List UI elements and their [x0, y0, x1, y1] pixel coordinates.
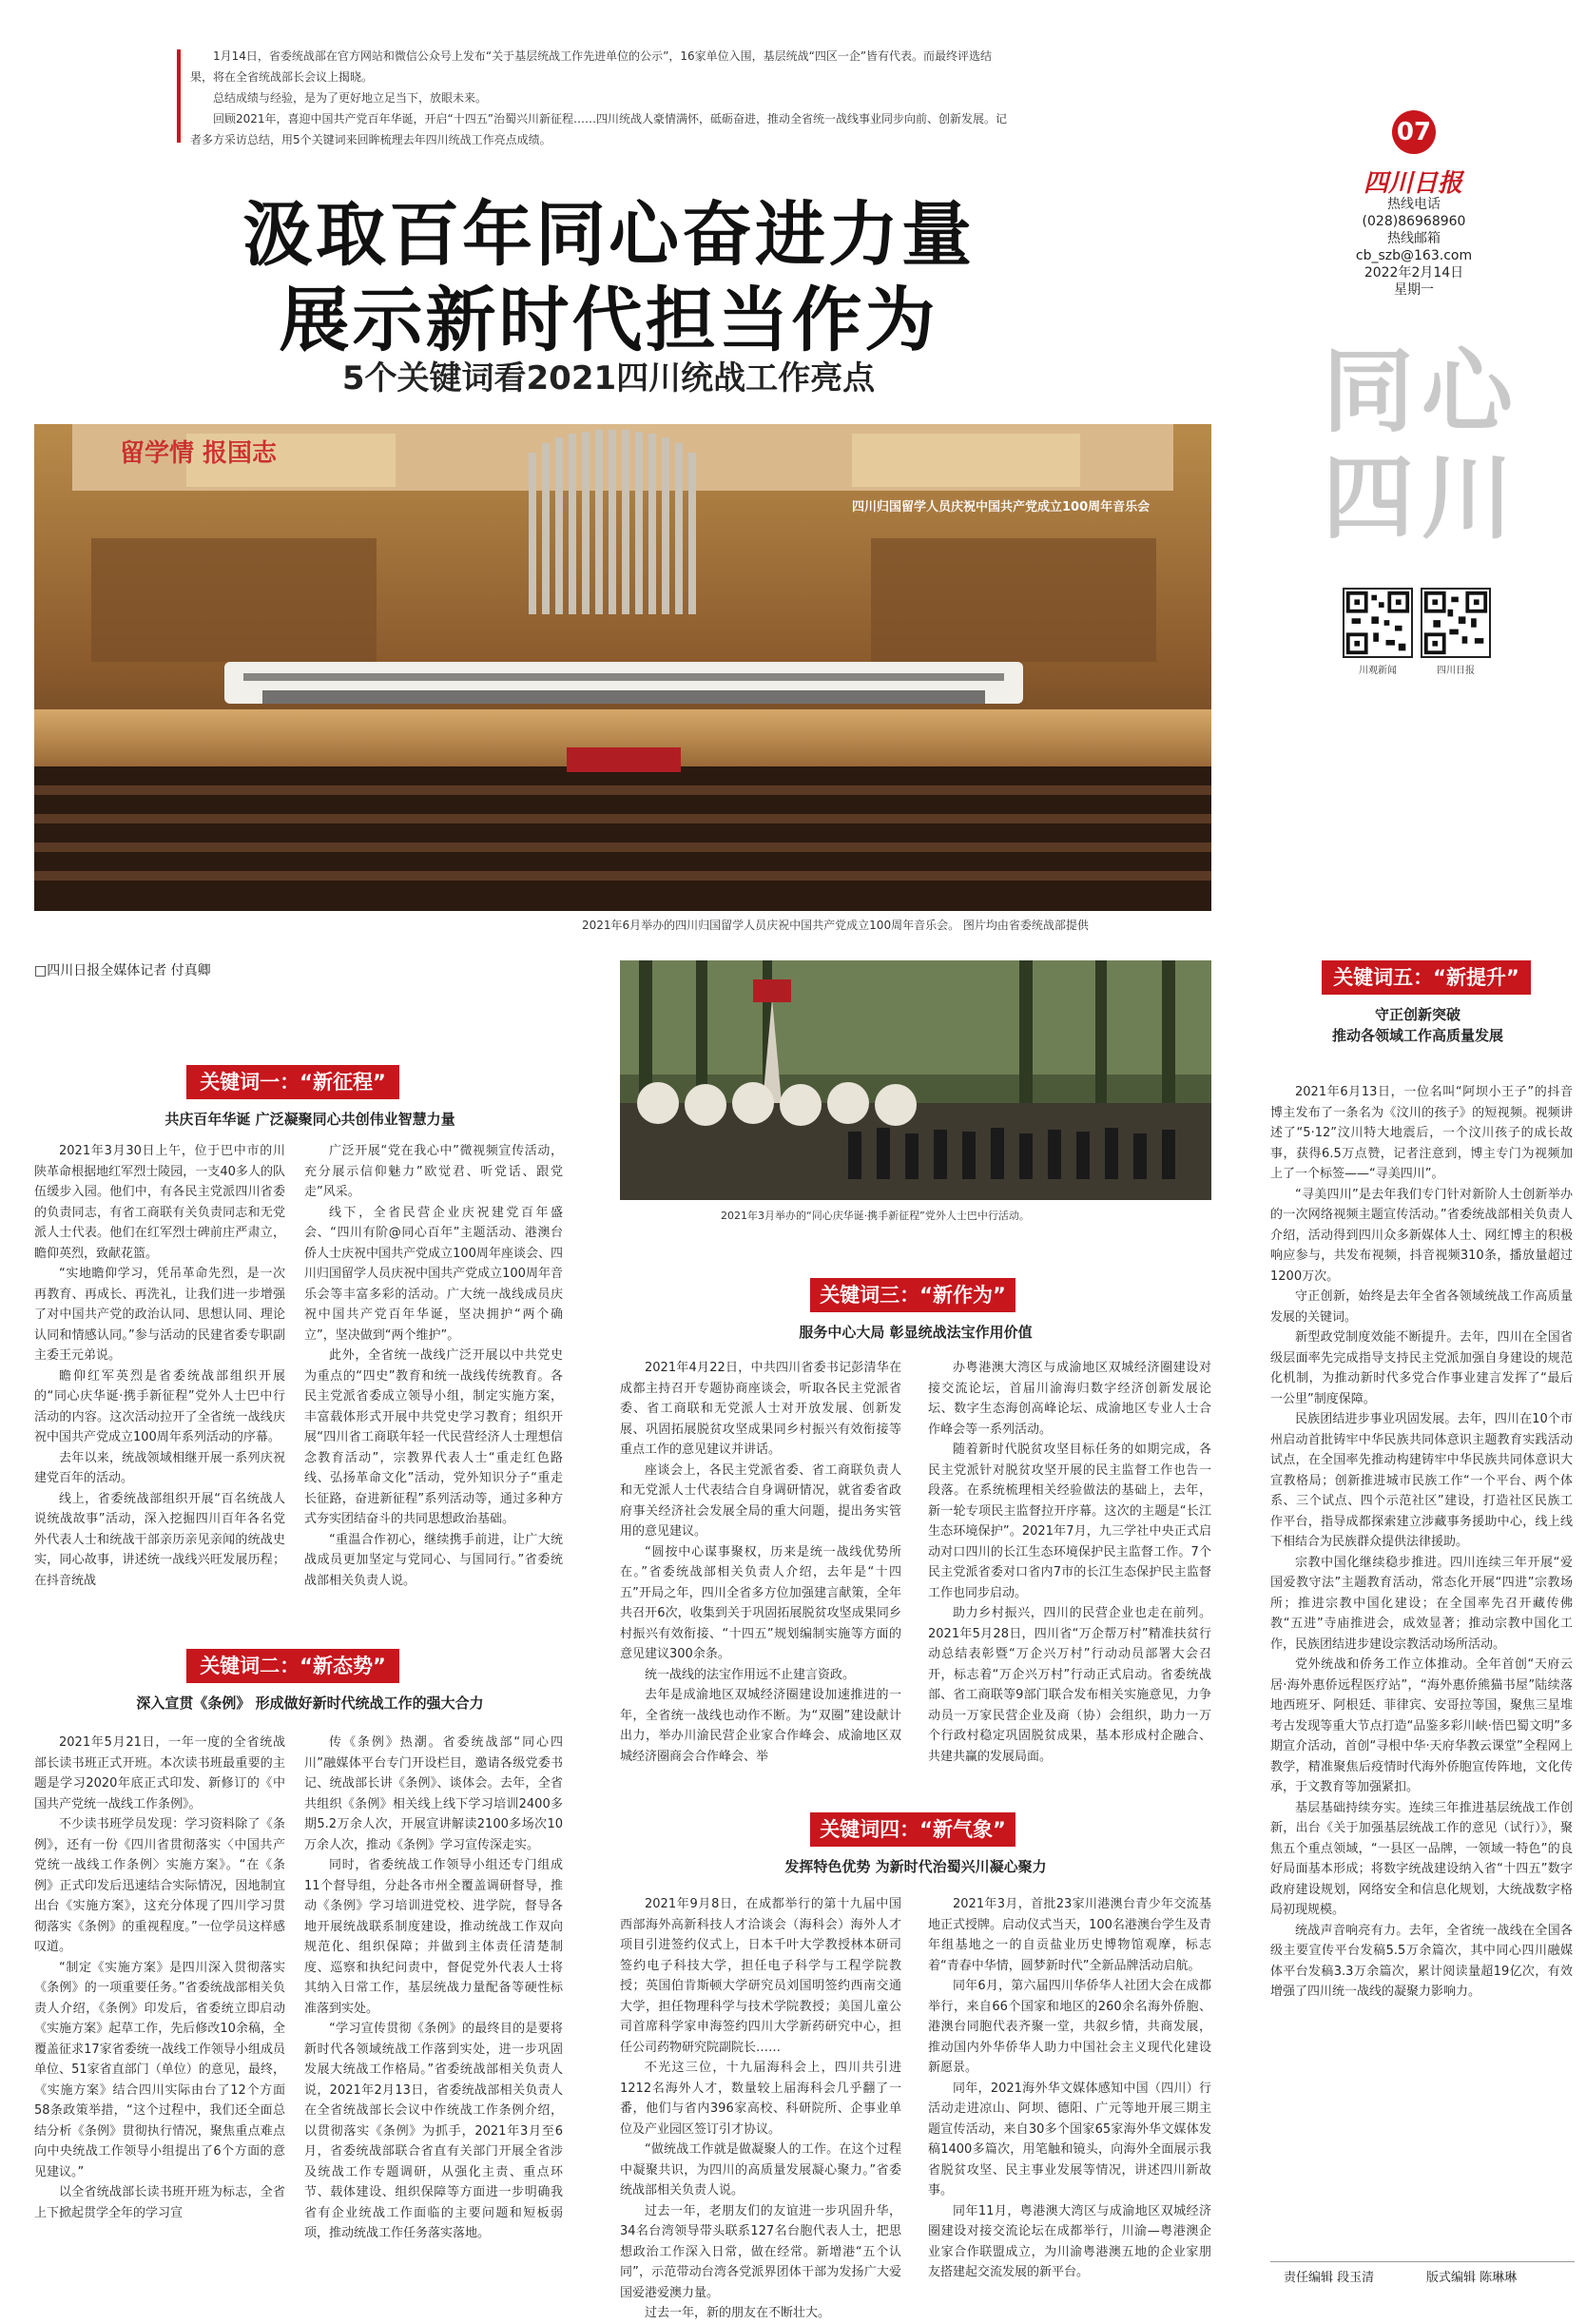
page-number-badge: 07: [1392, 110, 1436, 154]
column-title-line: 同心: [1323, 339, 1520, 445]
paragraph: 助力乡村振兴，四川的民营企业也走在前列。2021年5月28日，四川省“万企帮万村”精准扶贫行动总结表彰暨“万企兴万村”行动动员部署大会召开，标志着“万企兴万村”行动正式启动。省委统战部、省工商联等9部门联合发布相关实施意见，力争动员一万家民营企业及商（协）会组织，助力一万个行政村稳定巩固脱贫成果，基本形成村企融合、共建共赢的发展局面。: [928, 1606, 1211, 1764]
paragraph: 此外，全省统一战线广泛开展以中共党史为重点的“四史”教育和统一战线传统教育。各民主党派省委成立领导小组，制定实施方案，丰富载体形式开展中共党史学习教育；组织开展“四川省工商联年轻一代民营经济人士理想信念教育活动”，宗教界代表人士“重走红色路线、弘扬革命文化”活动，党外知识分子“重走长征路，奋进新征程”系列活动等，通过多种方式夯实团结奋斗的共同思想政治基础。: [304, 1348, 563, 1526]
paragraph: 基层基础持续夯实。连续三年推进基层统战工作创新，出台《关于加强基层统战工作的意见（试行）》，聚焦五个重点领域，“一县区一品牌，一领域一特色”的良好局面基本形成；将数字统战建设纳入省“十四五”数字政府建设规划，网络安全和信息化规划，大统战数字格局初现规模。: [1270, 1800, 1573, 1917]
email-label: 热线邮箱: [1387, 231, 1441, 246]
paragraph: “学习宣传贯彻《条例》的最终目的是要将新时代各领域统战工作落到实处，进一步巩固发展大统战工作格局。”省委统战部相关负责人说，2021年2月13日，省委统战部相关负责人在全省统战部长会议中作统战工作条例介绍，以贯彻落实《条例》为抓手，2021年3月至6月，省委统战部联合省直有关部门开展全省涉及统战工作专题调研，从强化主责、重点环节、载体建设、组织保障等方面进一步明确我省有企业统战工作面临的主要问题和短板弱项，推动统战工作任务落实落地。: [304, 2022, 563, 2240]
headline-line: 展示新时代担当作为: [279, 280, 938, 361]
keyword-1-column-1: [34, 1141, 285, 1632]
qr-code-1[interactable]: [1343, 588, 1413, 676]
memorial-photo-caption: 2021年3月举办的“同心庆华诞·携手新征程”党外人士巴中行活动。: [721, 1210, 1030, 1222]
paragraph: 2021年4月22日，中共四川省委书记彭清华在成都主持召开专题协商座谈会，听取各民主党派省委、省工商联和无党派人士对开放发展、创新发展、巩固拓展脱贫攻坚成果同乡村振兴有效衔接等重点工作的意见建议并讲话。: [620, 1361, 901, 1457]
column-title-line: 四川: [1323, 445, 1520, 552]
paragraph: 过去一年，新的朋友在不断壮大。: [645, 2306, 831, 2320]
masthead-info: [1343, 196, 1485, 299]
issue-weekday: 星期一: [1394, 282, 1434, 298]
paragraph: 线上，省委统战部组织开展“百名统战人说统战故事”活动，深入挖掘四川百年各名党外代表人士和统战干部亲历亲见亲闻的统战史实，同心故事，讲述统一战线兴旺发展历程；在抖音统战: [34, 1491, 285, 1588]
paragraph: 去年以来，统战领域相继开展一系列庆祝建党百年的活动。: [34, 1450, 285, 1485]
keyword-2-column-1: [34, 1733, 285, 2284]
hotline-label: 热线电话: [1387, 197, 1441, 212]
paragraph: 不光这三位，十九届海科会上，四川共引进1212名海外人才，数量较上届海科会几乎翻了一番，他们与省内396家高校、科研院所、企事业单位及产业园区签订引才协议。: [620, 2061, 901, 2137]
paragraph: 统战声音响亮有力。去年，全省统一战线在全国各级主要宣传平台发稿5.5万余篇次，其中同心四川融媒体平台发稿3.3万余篇次，累计阅读量超19亿次，有效增强了四川统一战线的凝聚力影响力。: [1270, 1923, 1573, 1999]
qr-code-icon: [1421, 588, 1491, 658]
email-address: cb_szb@163.com: [1355, 248, 1473, 263]
paragraph: 党外统战和侨务工作立体推动。全年首创“天府云居·海外惠侨远程医疗站”，“海外惠侨熊猫书屋”陆续落地西班牙、阿根廷、菲律宾、安哥拉等国，聚焦三星堆考古发现等重大节点打造“品鉴多彩川峡·悟巴蜀文明”多期宣介活动，首创“寻根中华·天府华教云课堂”全程网上教学，精准聚焦后疫情时代海外侨胞宣传阵地，文化传承，于文教育等加强紧扣。: [1270, 1657, 1573, 1794]
sub-headline: 5个关键词看2021四川统战工作亮点: [341, 359, 876, 397]
keyword-4-column-2: [928, 1894, 1211, 2286]
newspaper-name: 四川日报: [1363, 169, 1462, 198]
paragraph: “实地瞻仰学习，凭吊革命先烈，是一次再教育、再成长、再洗礼，让我们进一步增强了对中国共产党的政治认同、思想认同、理论认同和情感认同。”参与活动的民建省委专职副主委王元弟说。: [34, 1267, 285, 1363]
paragraph: 座谈会上，各民主党派省委、省工商联负责人和无党派人士代表结合自身调研情况，就省委省政府事关经济社会发展全局的重大问题，提出务实管用的意见建议。: [620, 1462, 901, 1539]
paragraph: 线下，全省民营企业庆祝建党百年盛会、“四川有阶@同心百年”主题活动、港澳台侨人士庆祝中国共产党成立100周年座谈会、四川归国留学人员庆祝中国共产党成立100周年音乐会等丰富多彩的活动。广大统一战线成员庆祝中国共产党百年华诞，坚决拥护“两个确立”，坚决做到“两个维护”。: [304, 1205, 563, 1343]
paragraph: 守正创新，始终是去年全省各领域统战工作高质量发展的关键词。: [1270, 1289, 1573, 1325]
keyword-4-subtitle: 发挥特色优势 为新时代治蜀兴川凝心聚力: [784, 1858, 1047, 1875]
intro-paragraph: 回顾2021年，喜迎中国共产党百年华诞，开启“十四五”治蜀兴川新征程……四川统战人豪情满怀，砥砺奋进，推动全省统一战线事业同步向前、创新发展。记者多方采访总结，用5个关键词来回眸梳理去年四川统战工作亮点成绩。: [190, 112, 1007, 146]
column-title: [1322, 339, 1521, 552]
keyword-3-column-2: [928, 1358, 1211, 1795]
intro-text: [190, 46, 1008, 150]
paragraph: 过去一年，老朋友们的友谊进一步巩固升华，34名台湾领导带头联系127名台胞代表人士，把思想政治工作深入日常，做在经常。新增港“五个认同”，示范带动台湾各党派界团体干部为发扬广大爱国爱港爱澳力量。: [620, 2203, 901, 2300]
paragraph: 同时，省委统战工作领导小组还专门组成11个督导组，分赴各市州全覆盖调研督导，推动《条例》学习培训进党校、进学院，督导各地开展统战联系制度建设，推动统战工作双向规范化、组织保障；并做到主体责任清楚制度、巡察和执纪问责中，督促党外代表人士将其纳入日常工作，基层统战力量配备等硬性标准落到实处。: [304, 1858, 563, 2016]
keyword-5-column: [1270, 1082, 1573, 2257]
paragraph: 不少读书班学员发现：学习资料除了《条例》，还有一份《四川省贯彻落实〈中国共产党统一战线工作条例〉实施方案》。“在《条例》正式印发后迅速结合实际情况，因地制宜出台《实施方案》，这充分体现了四川学习贯彻落实《条例》的重视程度。”一位学员这样感叹道。: [34, 1817, 285, 1954]
paragraph: 统一战线的法宝作用远不止建言资政。: [645, 1667, 856, 1682]
issue-date: 2022年2月14日: [1364, 265, 1464, 281]
byline: □四川日报全媒体记者 付真卿: [34, 963, 211, 978]
qr-caption: 四川日报: [1437, 666, 1475, 676]
headline-line: 汲取百年同心奋进力量: [242, 194, 975, 276]
paragraph: “寻美四川”是去年我们专门针对新阶人士创新举办的一次网络视频主题宣传活动。”省委统战部相关负责人介绍，活动得到四川众多新媒体人士、网红博主的积极响应参与，共发布视频，抖音视频310条，播放量超过1200万次。: [1270, 1187, 1573, 1284]
paragraph: 新型政党制度效能不断提升。去年，四川在全国省级层面率先完成指导支持民主党派加强自身建设的规范化机制，为推动新时代多党合作事业建言发挥了“最后一公里”制度保障。: [1270, 1330, 1573, 1406]
paragraph: “制定《实施方案》是四川深入贯彻落实《条例》的一项重要任务。”省委统战部相关负责人介绍，《条例》印发后，省委统立即启动《实施方案》起草工作，先后修改10余稿，全覆盖征求17家省委统一战线工作领导小组成员单位、51家省直部门（单位）的意见，最终，《实施方案》结合四川实际由台了12个方面58条政策举措，“这个过程中，我们还全面总结分析《条例》贯彻执行情况，聚焦重点难点向中央统战工作领导小组提出了6个方面的意见建议。”: [34, 1960, 285, 2179]
paragraph: 2021年9月8日，在成都举行的第十九届中国西部海外高新科技人才洽谈会（海科会）海外人才项目引进签约仪式上，日本千叶大学教授林本研司签约电子科技大学，担任电子科学与工程学院教授；英国伯肯斯顿大学研究员刘国明签约西南交通大学，担任物理科学与技术学院教授；美国儿童公司首席科学家申海签约四川大学新药研究中心，担任公司药物研究院副院长……: [620, 1897, 901, 2055]
paragraph: 广泛开展“党在我心中”微视频宣传活动，充分展示信仰魅力”欧觉君、听党话、跟党走”风采。: [304, 1144, 563, 1199]
qr-code-2[interactable]: [1421, 588, 1491, 676]
paragraph: 去年是成渝地区双城经济圈建设加速推进的一年，全省统一战线也动作不断。为“双圈”建设献计出力，举办川渝民营企业家合作峰会、成渝地区双城经济圈商会合作峰会、举: [620, 1688, 901, 1764]
keyword-5-title: 关键词五：“新提升”: [1322, 960, 1531, 995]
paragraph: 传《条例》热潮。省委统战部“同心四川”融媒体平台专门开设栏目，邀请各级党委书记、统战部长讲《条例》、谈体会。去年，全省共组织《条例》相关线上线下学习培训2400多期5.2万余人次，开展宣讲解读2100多场次10万余人次，推动《条例》学习宣传深走实。: [304, 1735, 563, 1852]
intro-accent-bar: [177, 49, 181, 143]
keyword-1-subtitle: 共庆百年华诞 广泛凝聚同心共创伟业智慧力量: [164, 1111, 455, 1128]
paragraph: 同年，2021海外华文媒体感知中国（四川）行活动走进凉山、阿坝、德阳、广元等地开展三期主题宣传活动，来自30多个国家65家海外华文媒体发稿1400多篇次，用笔触和镜头，向海外全面展示我省脱贫攻坚、民主事业发展等情况，讲述四川新故事。: [928, 2081, 1211, 2198]
hotline-number: (028)86968960: [1362, 214, 1466, 229]
memorial-photo: [620, 960, 1211, 1200]
keyword-2-subtitle: 深入宣贯《条例》 形成做好新时代统战工作的强大合力: [136, 1695, 484, 1712]
banner-left-text: 留学情 报国志: [120, 439, 278, 468]
keyword-2-title: 关键词二：“新态势”: [186, 1649, 399, 1683]
paragraph: 民族团结进步事业巩固发展。去年，四川在10个市州启动首批铸牢中华民族共同体意识主题教育实践活动试点，在全国率先推动构建铸牢中华民族共同体意识大宣教格局；创新推进城市民族工作“一个平台、两个体系、三个试点、四个示范社区”建设，打造社区民族工作平台，指导成都探索建立涉藏事务援助中心，线上线下相结合为民族群众提供法律援助。: [1270, 1412, 1573, 1549]
editor-credit: 责任编辑 段玉清: [1284, 2271, 1375, 2285]
concert-photo: [34, 424, 1211, 911]
headline: [143, 192, 1074, 363]
paragraph: “重温合作初心，继续携手前进，让广大统战成员更加坚定与党同心、与国同行。”省委统战部相关负责人说。: [304, 1532, 563, 1588]
paragraph: 办粤港澳大湾区与成渝地区双城经济圈建设对接交流论坛，首届川渝海归数字经济创新发展论坛、数字生态海创高峰论坛、成渝地区专业人士合作峰会等一系列活动。: [928, 1361, 1211, 1437]
qr-code-icon: [1343, 588, 1413, 658]
keyword-1-title: 关键词一：“新征程”: [186, 1065, 399, 1099]
keyword-4-column-1: [620, 1894, 901, 2320]
paragraph: 瞻仰红军英烈是省委统战部组织开展的“同心庆华诞·携手新征程”党外人士巴中行活动的内容。这次活动拉开了全省统一战线庆祝中国共产党成立100周年系列活动的序幕。: [34, 1368, 285, 1444]
qr-caption: 川观新闻: [1359, 666, 1397, 676]
paragraph: 以全省统战部长读书班开班为标志，全省上下掀起贯学全年的学习宣: [34, 2185, 285, 2220]
paragraph: “圆按中心谋事聚权，历来是统一战线优势所在。”省委统战部相关负责人介绍，去年是“十四五”开局之年，四川全省多方位加强建言献策，全年共召开6次，收集到关于巩固拓展脱贫攻坚成果同乡村振兴有效衔接、“十四五”规划编制实施等方面的意见建议300余条。: [620, 1544, 901, 1661]
keyword-3-column-1: [620, 1358, 901, 1795]
paragraph: 2021年5月21日，一年一度的全省统战部长读书班正式开班。本次读书班最重要的主题是学习2020年底正式印发、新修订的《中国共产党统一战线工作条例》。: [34, 1735, 285, 1811]
keyword-4-title: 关键词四：“新气象”: [810, 1812, 1015, 1847]
paragraph: 同年11月，粤港澳大湾区与成渝地区双城经济圈建设对接交流论坛在成都举行，川渝—粤港澳企业家合作联盟成立，为川渝粤港澳五地的企业家朋友搭建起交流发展的新平台。: [928, 2203, 1211, 2279]
keyword-1-column-2: [304, 1141, 563, 1632]
designer-credit: 版式编辑 陈琳琳: [1426, 2271, 1518, 2285]
paragraph: 2021年6月13日，一位名叫“阿坝小王子”的抖音博主发布了一条名为《汶川的孩子》的短视频。视频讲述了“5·12”汶川特大地震后，一个汶川孩子的成长故事，获得6.5万点赞，记者注意到，博主专门为视频加上了一个标签——“寻美四川”。: [1270, 1085, 1573, 1181]
paragraph: 随着新时代脱贫攻坚目标任务的如期完成，各民主党派针对脱贫攻坚开展的民主监督工作也告一段落。在系统梳理相关经验做法的基础上，去年，新一轮专项民主监督拉开序幕。这次的主题是“长江生态环境保护”。2021年7月，九三学社中央正式启动对口四川的长江生态环境保护民主监督工作。7个民主党派省委对口省内7市的长江生态保护民主监督工作也同步启动。: [928, 1443, 1211, 1600]
keyword-3-title: 关键词三：“新作为”: [810, 1278, 1015, 1312]
intro-paragraph: 总结成绩与经验，是为了更好地立足当下，放眼未来。: [213, 91, 488, 105]
paragraph: “做统战工作就是做凝聚人的工作。在这个过程中凝聚共识，为四川的高质量发展凝心聚力。”省委统战部相关负责人说。: [620, 2142, 901, 2198]
keyword-5-subtitle-2: 推动各领域工作高质量发展: [1331, 1027, 1503, 1044]
keyword-3-subtitle: 服务中心大局 彰显统战法宝作用价值: [799, 1324, 1033, 1341]
paragraph: 2021年3月30日上午，位于巴中市的川陕革命根据地红军烈士陵园，一支40多人的队伍缓步入园。他们中，有各民主党派四川省委的负责同志，有省工商联有关负责同志和无党派人士代表。他们在红军烈士碑前庄严肃立，瞻仰英烈，致献花篮。: [34, 1144, 285, 1261]
paragraph: 同年6月，第六届四川华侨华人社团大会在成都举行，来自66个国家和地区的260余名海外侨胞、港澳台同胞代表齐聚一堂，共叙乡情，共商发展，推动国内外华侨华人助力中国社会主义现代化建设新愿景。: [928, 1979, 1211, 2075]
keyword-2-column-2: [304, 1733, 563, 2284]
intro-paragraph: 1月14日，省委统战部在官方网站和微信公众号上发布“关于基层统战工作先进单位的公示”，16家单位入围，基层统战“四区一企”皆有代表。而最终评选结果，将在全省统战部长会议上揭晓。: [190, 49, 993, 84]
main-photo-caption: 2021年6月举办的四川归国留学人员庆祝中国共产党成立100周年音乐会。 图片均由省委统战部提供: [582, 919, 1089, 932]
paragraph: 2021年3月，首批23家川港澳台青少年交流基地正式授牌。启动仪式当天，100名港澳台学生及青年组基地之一的自贡盐业历史博物馆观摩，标志着“青春中华情，圆梦新时代”全新品牌活动启航。: [928, 1897, 1211, 1973]
footer-rule: [1270, 2261, 1575, 2262]
keyword-5-subtitle-1: 守正创新突破: [1374, 1006, 1460, 1023]
paragraph: 宗教中国化继续稳步推进。四川连续三年开展“爱国爱教守法”主题教育活动，常态化开展“四进”宗教场所；推进宗教中国化建设；在全国率先召开藏传佛教“五进”寺庙推进会，成效显著；推动宗教中国化工作，民族团结进步建设宗教活动场所活动。: [1270, 1555, 1573, 1652]
banner-right-text: 四川归国留学人员庆祝中国共产党成立100周年音乐会: [852, 500, 1151, 514]
